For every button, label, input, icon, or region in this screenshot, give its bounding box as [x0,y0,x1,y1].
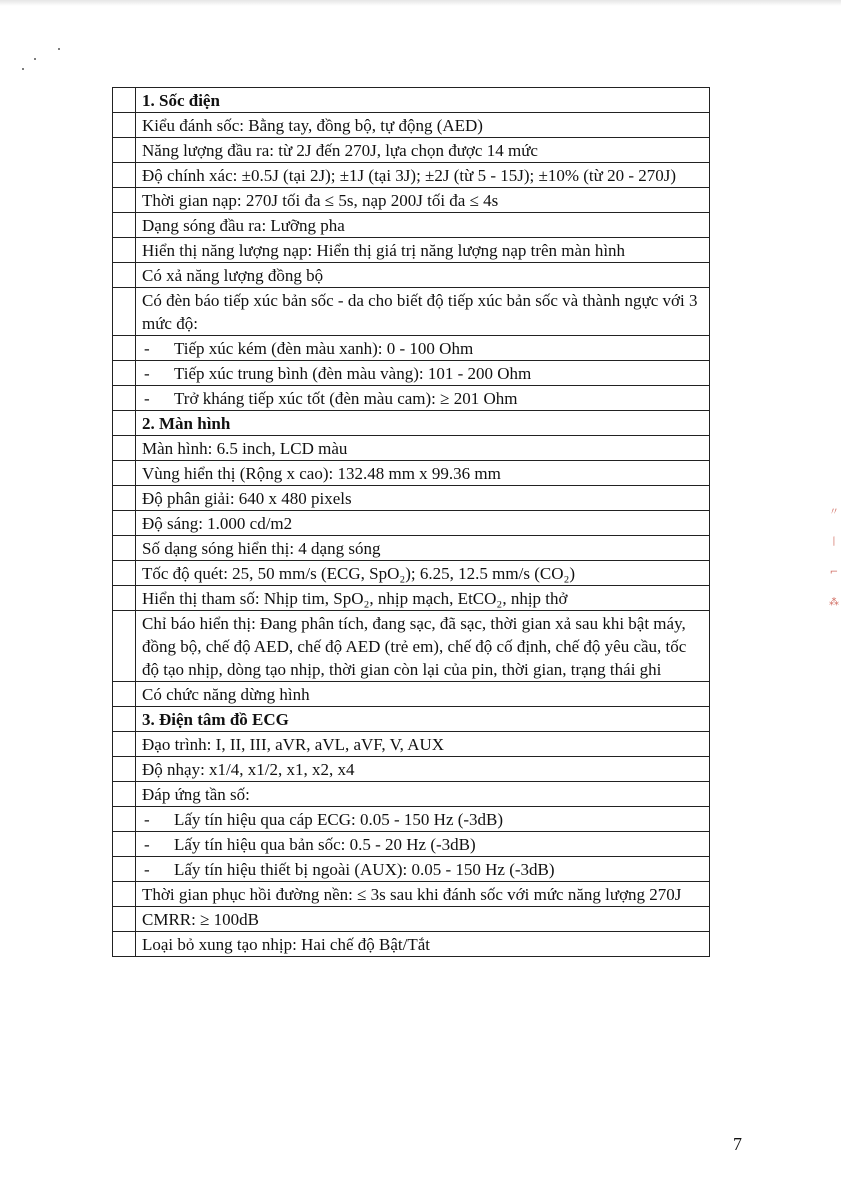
spec-text-content: Đáp ứng tần số: [142,785,250,804]
bullet-dash: - [144,860,150,879]
bullet-row [113,361,710,386]
spec-text [136,832,710,857]
spec-text-content: Hiển thị tham số: Nhịp tim, SpO₂, nhịp mạch, EtCO₂, nhịp thở [142,589,568,608]
spec-text-content: CMRR: ≥ 100dB [142,910,260,929]
spec-row [113,138,710,163]
spec-text [136,586,710,611]
spec-row [113,536,710,561]
spec-text-content: 3. Điện tâm đồ ECG [142,710,289,729]
section-heading [136,411,710,436]
spec-row [113,113,710,138]
bullet-row [113,386,710,411]
spec-text-content: Lấy tín hiệu thiết bị ngoài (AUX): 0.05 - 150 Hz (-3dB) [174,860,555,879]
index-cell [113,163,136,188]
spec-row [113,611,710,682]
index-cell [113,361,136,386]
spec-row [113,213,710,238]
bullet-dash: - [144,389,150,408]
spec-text [136,213,710,238]
section-heading-row [113,88,710,113]
index-cell [113,707,136,732]
spec-text-content: Số dạng sóng hiển thị: 4 dạng sóng [142,539,381,558]
spec-row [113,288,710,336]
spec-row [113,263,710,288]
index-cell [113,411,136,436]
index-cell [113,436,136,461]
spec-text-content: Có chức năng dừng hình [142,685,310,704]
index-cell [113,536,136,561]
bullet-row [113,336,710,361]
spec-text [136,113,710,138]
index-cell [113,461,136,486]
index-cell [113,732,136,757]
bullet-dash: - [144,835,150,854]
spec-text-content: Chỉ báo hiển thị: Đang phân tích, đang sạc, đã sạc, thời gian xả sau khi bật máy, đồng bộ, chế độ AED, chế độ AED (trẻ em), chế độ cố định, chế độ yêu cầu, tốc độ tạo nhịp, dòng tạo nhịp, thời gian còn lại của pin, thời gian, trạng thái ghi [142,614,687,679]
index-cell [113,336,136,361]
spec-text [136,561,710,586]
bullet-row [113,807,710,832]
index-cell [113,213,136,238]
index-cell [113,682,136,707]
spec-text-content: Độ sáng: 1.000 cd/m2 [142,514,293,533]
spec-text [136,238,710,263]
spec-text-content: Tiếp xúc kém (đèn màu xanh): 0 - 100 Ohm [174,339,474,358]
spec-text-content: Dạng sóng đầu ra: Lưỡng pha [142,216,345,235]
spec-text-content: Lấy tín hiệu qua cáp ECG: 0.05 - 150 Hz (-3dB) [174,810,504,829]
scan-speck [22,68,24,70]
index-cell [113,832,136,857]
bullet-dash: - [144,339,150,358]
index-cell [113,138,136,163]
spec-table-body [113,88,710,957]
spec-text-content: Độ phân giải: 640 x 480 pixels [142,489,352,508]
section-heading [136,88,710,113]
index-cell [113,238,136,263]
spec-text [136,682,710,707]
index-cell [113,586,136,611]
spec-text-content: Tốc độ quét: 25, 50 mm/s (ECG, SpO₂); 6.25, 12.5 mm/s (CO₂) [142,564,576,583]
scan-speck [58,48,60,50]
spec-text-content: Độ chính xác: ±0.5J (tại 2J); ±1J (tại 3J); ±2J (từ 5 - 15J); ±10% (từ 20 - 270J) [142,166,677,185]
index-cell [113,782,136,807]
bullet-row [113,832,710,857]
spec-text [136,932,710,957]
index-cell [113,88,136,113]
spec-text-content: Độ nhạy: x1/4, x1/2, x1, x2, x4 [142,760,355,779]
index-cell [113,511,136,536]
margin-marks: 〃 丨 ⌐ ⁂ [829,507,839,608]
spec-row [113,586,710,611]
spec-text-content: Loại bỏ xung tạo nhịp: Hai chế độ Bật/Tắt [142,935,430,954]
spec-text-content: Màn hình: 6.5 inch, LCD màu [142,439,348,458]
index-cell [113,907,136,932]
index-cell [113,288,136,336]
section-heading [136,707,710,732]
spec-text [136,361,710,386]
spec-text-content: Thời gian phục hồi đường nền: ≤ 3s sau khi đánh sốc với mức năng lượng 270J [142,885,682,904]
spec-text-content: Thời gian nạp: 270J tối đa ≤ 5s, nạp 200J tối đa ≤ 4s [142,191,499,210]
index-cell [113,611,136,682]
section-heading-row [113,411,710,436]
index-cell [113,486,136,511]
spec-text-content: Lấy tín hiệu qua bản sốc: 0.5 - 20 Hz (-3dB) [174,835,476,854]
spec-row [113,511,710,536]
bullet-dash: - [144,810,150,829]
spec-row [113,436,710,461]
scan-edge [0,0,841,6]
spec-text [136,138,710,163]
spec-text [136,163,710,188]
spec-text [136,782,710,807]
spec-text-content: Trở kháng tiếp xúc tốt (đèn màu cam): ≥ 201 Ohm [174,389,518,408]
spec-row [113,907,710,932]
spec-table [112,87,710,957]
spec-text [136,511,710,536]
spec-text [136,486,710,511]
index-cell [113,807,136,832]
spec-row [113,732,710,757]
spec-row [113,163,710,188]
spec-row [113,882,710,907]
page-number: 7 [733,1134,742,1154]
spec-row [113,461,710,486]
spec-text [136,288,710,336]
index-cell [113,882,136,907]
spec-text [136,757,710,782]
spec-row [113,188,710,213]
spec-text-content: Có đèn báo tiếp xúc bản sốc - da cho biết độ tiếp xúc bản sốc và thành ngực với 3 mức độ: [142,291,698,333]
index-cell [113,857,136,882]
bullet-dash: - [144,364,150,383]
spec-text [136,336,710,361]
scan-speck [34,58,36,60]
spec-row [113,782,710,807]
spec-text-content: 2. Màn hình [142,414,231,433]
spec-text-content: Kiểu đánh sốc: Bằng tay, đồng bộ, tự động (AED) [142,116,483,135]
index-cell [113,561,136,586]
spec-text [136,536,710,561]
spec-text [136,436,710,461]
spec-row [113,561,710,586]
spec-text [136,807,710,832]
bullet-row [113,857,710,882]
spec-row [113,757,710,782]
spec-text [136,857,710,882]
spec-text-content: Có xả năng lượng đồng bộ [142,266,324,285]
spec-row [113,238,710,263]
spec-text-content: 1. Sốc điện [142,91,220,110]
index-cell [113,188,136,213]
spec-text-content: Hiển thị năng lượng nạp: Hiển thị giá trị năng lượng nạp trên màn hình [142,241,626,260]
spec-text-content: Vùng hiển thị (Rộng x cao): 132.48 mm x 99.36 mm [142,464,501,483]
spec-text [136,263,710,288]
index-cell [113,386,136,411]
spec-text-content: Năng lượng đầu ra: từ 2J đến 270J, lựa chọn được 14 mức [142,141,538,160]
spec-row [113,486,710,511]
spec-text [136,732,710,757]
section-heading-row [113,707,710,732]
index-cell [113,757,136,782]
spec-row [113,932,710,957]
spec-text [136,882,710,907]
spec-text [136,188,710,213]
index-cell [113,113,136,138]
spec-text-content: Đạo trình: I, II, III, aVR, aVL, aVF, V, AUX [142,735,445,754]
spec-text [136,907,710,932]
index-cell [113,932,136,957]
spec-text [136,461,710,486]
spec-row [113,682,710,707]
spec-text-content: Tiếp xúc trung bình (đèn màu vàng): 101 - 200 Ohm [174,364,532,383]
spec-text [136,611,710,682]
spec-text [136,386,710,411]
index-cell [113,263,136,288]
